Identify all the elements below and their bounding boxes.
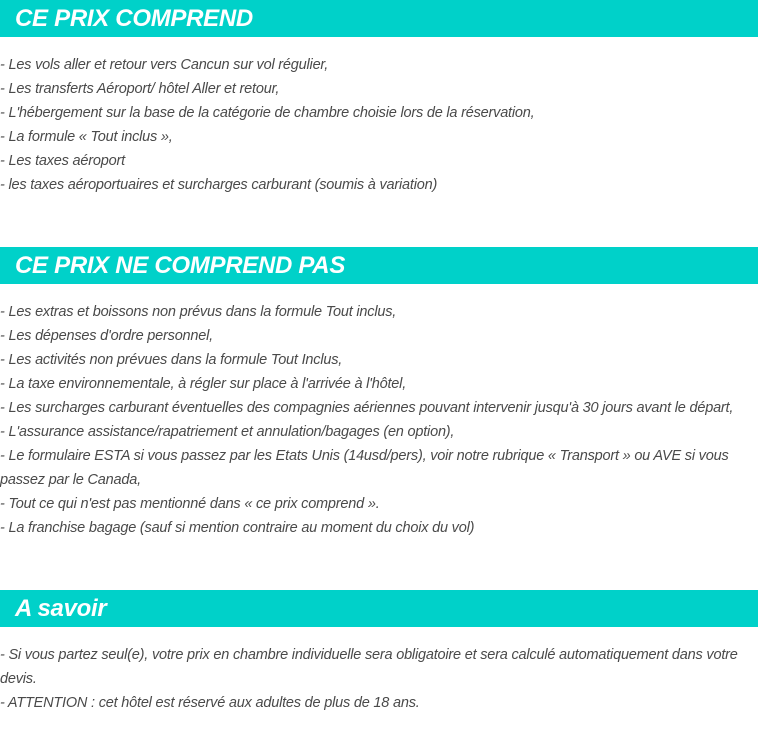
list-item: - Si vous partez seul(e), votre prix en chambre individuelle sera obligatoire et sera calculé automatiquement dans votre devis. xyxy=(0,647,738,687)
section-header-not-included: CE PRIX NE COMPREND PAS xyxy=(0,247,758,284)
list-item: - ATTENTION : cet hôtel est réservé aux adultes de plus de 18 ans. xyxy=(0,695,420,711)
good-to-know-list xyxy=(0,643,758,715)
list-item: - La taxe environnementale, à régler sur place à l'arrivée à l'hôtel, xyxy=(0,376,407,392)
list-item: - Les surcharges carburant éventuelles des compagnies aériennes pouvant intervenir jusqu'à 30 jours avant le départ, xyxy=(0,400,734,416)
list-item: - Les activités non prévues dans la formule Tout Inclus, xyxy=(0,352,343,368)
list-item: - Les transferts Aéroport/ hôtel Aller et retour, xyxy=(0,81,280,97)
list-item: - Le formulaire ESTA si vous passez par les Etats Unis (14usd/pers), voir notre rubrique « Transport » ou AVE si vous passez par le Canada, xyxy=(0,448,729,488)
list-item: - Les vols aller et retour vers Cancun sur vol régulier, xyxy=(0,57,329,73)
list-item: - Les extras et boissons non prévus dans la formule Tout inclus, xyxy=(0,304,397,320)
included-list xyxy=(0,53,758,197)
section-header-good-to-know: A savoir xyxy=(0,590,758,627)
not-included-list xyxy=(0,300,758,540)
list-item: - La formule « Tout inclus », xyxy=(0,129,173,145)
list-item: - Les dépenses d'ordre personnel, xyxy=(0,328,214,344)
list-item: - La franchise bagage (sauf si mention contraire au moment du choix du vol) xyxy=(0,520,475,536)
list-item: - L'hébergement sur la base de la catégorie de chambre choisie lors de la réservation, xyxy=(0,105,535,121)
list-item: - les taxes aéroportuaires et surcharges carburant (soumis à variation) xyxy=(0,177,438,193)
section-header-included: CE PRIX COMPREND xyxy=(0,0,758,37)
list-item: - Les taxes aéroport xyxy=(0,153,125,169)
list-item: - Tout ce qui n'est pas mentionné dans « ce prix comprend ». xyxy=(0,496,380,512)
list-item: - L'assurance assistance/rapatriement et annulation/bagages (en option), xyxy=(0,424,455,440)
